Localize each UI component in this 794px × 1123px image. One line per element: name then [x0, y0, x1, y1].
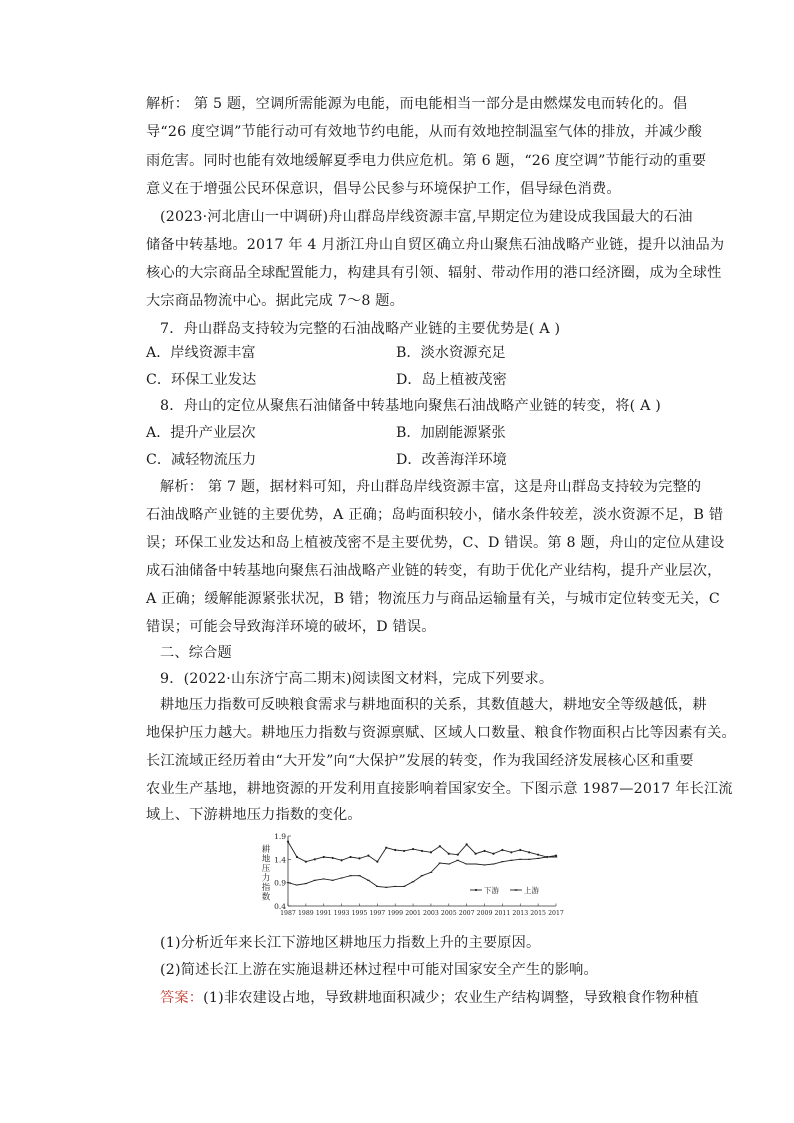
analysis-7-8-line: 解析： 第 7 题，据材料可知，舟山群岛岸线资源丰富，这是舟山群岛支持较为完整的: [160, 479, 702, 495]
x-tick-label: 2001: [405, 910, 421, 917]
data-point: [510, 851, 512, 853]
analysis-5-6-line: 意义在于增强公民环保意识，倡导公民参与环境保护工作，倡导绿色消费。: [146, 181, 621, 197]
question-7-stem: 7．舟山群岛支持较为完整的石油战略产业链的主要优势是( A ): [160, 321, 561, 337]
x-tick-label: 1995: [351, 910, 368, 917]
data-point: [555, 855, 557, 857]
y-tick-label: 0.9: [274, 878, 286, 888]
data-point: [412, 848, 414, 850]
answer-label: 答案：: [160, 990, 204, 1006]
data-point: [492, 853, 494, 855]
answer-line: [160, 988, 699, 1008]
data-point: [385, 847, 387, 849]
q7-option-d: D．岛上植被茂密: [396, 372, 507, 388]
y-axis-label-char: 力: [261, 873, 271, 884]
data-point: [367, 855, 369, 857]
analysis-5-6-line: 导“26 度空调”节能行动可有效地节约电能，从而有效地控制温室气体的排放，并减少酸: [146, 124, 703, 140]
question-9-sub-1: (1)分析近年来长江下游地区耕地压力指数上升的主要原因。: [160, 935, 541, 951]
q7-option-a: A．岸线资源丰富: [146, 345, 256, 361]
data-point: [305, 861, 307, 863]
data-point: [475, 853, 477, 855]
y-tick-label: 1.4: [274, 855, 286, 865]
y-axis-label-char: 地: [261, 854, 271, 865]
x-tick-label: 2007: [458, 910, 475, 917]
x-tick-label: 2015: [530, 910, 547, 917]
data-point: [403, 850, 405, 852]
y-axis-label-char: 耕: [261, 845, 271, 855]
section-heading: 二、综合题: [160, 645, 232, 661]
data-point: [457, 854, 459, 856]
legend-label: 下游: [484, 886, 499, 895]
question-8-stem: 8．舟山的定位从聚焦石油储备中转基地向聚焦石油战略产业链的转变，将( A ): [160, 398, 661, 414]
question-9-material-line: 农业生产基地，耕地资源的开发利用直接影响着国家安全。下图示意 1987—2017 年长江流: [146, 781, 733, 797]
data-point: [501, 849, 503, 851]
data-point: [358, 857, 360, 859]
answer-text: (1)非农建设占地，导致耕地面积减少；农业生产结构调整，导致粮食作物种植: [203, 990, 699, 1006]
data-point: [448, 853, 450, 855]
x-tick-label: 2011: [494, 910, 511, 917]
analysis-5-6-line: 雨危害。同时也能有效地缓解夏季电力供应危机。第 6 题，“26 度空调”节能行动的重要: [146, 153, 707, 169]
q8-option-b: B．加剧能源紧张: [396, 425, 506, 441]
x-tick-label: 2009: [476, 910, 493, 917]
data-point: [349, 856, 351, 858]
q8-option-c: C．减轻物流压力: [146, 452, 257, 468]
q8-option-a: A．提升产业层次: [146, 425, 256, 441]
analysis-7-8-line: 成石油储备中转基地向聚焦石油战略产业链的转变，有助于优化产业结构，提升产业层次，: [146, 563, 722, 579]
data-point: [314, 858, 316, 860]
series-line-upstream: [288, 857, 556, 887]
data-point: [376, 861, 378, 863]
data-point: [341, 859, 343, 861]
data-point: [519, 849, 521, 851]
material-line: 储备中转基地。2017 年 4 月浙江舟山自贸区确立舟山聚焦石油战略产业链，提升以油品为: [146, 237, 725, 253]
question-9-material-line: 域上、下游耕地压力指数的变化。: [146, 807, 362, 823]
data-point: [537, 854, 539, 856]
q7-option-b: B．淡水资源充足: [396, 345, 506, 361]
data-point: [394, 849, 396, 851]
y-axis-label-char: 压: [261, 864, 271, 874]
data-point: [421, 850, 423, 852]
x-tick-label: 1989: [297, 910, 314, 917]
analysis-7-8-line: 误；环保工业发达和岛上植被茂密不是主要优势，C、D 错误。第 8 题，舟山的定位从建设: [146, 535, 725, 551]
material-line: 大宗商品物流中心。据此完成 7～8 题。: [146, 293, 405, 309]
data-point: [439, 845, 441, 847]
question-9-material-line: 耕地压力指数可反映粮食需求与耕地面积的关系，其数值越大，耕地安全等级越低，耕: [160, 697, 707, 713]
y-axis-label-char: 指: [261, 883, 271, 893]
x-tick-label: 2013: [512, 910, 529, 917]
y-tick-label: 0.4: [274, 902, 286, 911]
data-point: [430, 851, 432, 853]
analysis-7-8-line: 错误；可能会导致海洋环境的破坏，D 错误。: [146, 619, 436, 635]
y-axis-label-char: 数: [261, 892, 271, 903]
x-tick-label: 1987: [280, 910, 296, 917]
x-tick-label: 1997: [369, 910, 386, 917]
data-point: [296, 856, 298, 858]
data-point: [287, 841, 289, 843]
question-9-material-line: 长江流域正经历着由“大开发”向“大保护”发展的转变，作为我国经济发展核心区和重要: [146, 753, 694, 769]
question-9-stem: 9．(2022·山东济宁高二期末)阅读图文材料，完成下列要求。: [160, 671, 554, 687]
material-line: 核心的大宗商品全球配置能力，构建具有引领、辐射、带动作用的港口经济圈，成为全球性: [146, 265, 722, 281]
x-tick-label: 1999: [387, 910, 404, 917]
data-point: [528, 851, 530, 853]
q8-option-d: D．改善海洋环境: [396, 452, 507, 468]
question-9-sub-2: (2)简述长江上游在实施退耕还林过程中可能对国家安全产生的影响。: [160, 962, 598, 978]
question-9-material-line: 地保护压力越大。耕地压力指数与资源禀赋、区域人口数量、粮食作物面积占比等因素有关。: [146, 725, 736, 741]
data-point: [483, 850, 485, 852]
cultivated-land-pressure-chart: [254, 830, 564, 922]
data-point: [332, 857, 334, 859]
x-tick-label: 2017: [548, 910, 564, 917]
legend-label: 上游: [524, 886, 539, 895]
x-tick-label: 1991: [315, 910, 332, 917]
analysis-7-8-line: A 正确；缓解能源紧张状况，B 错；物流压力与商品运输量有关，与城市定位转变无关，C: [146, 591, 720, 607]
y-tick-label: 1.9: [274, 832, 286, 841]
legend-marker: [475, 889, 477, 891]
x-tick-label: 2003: [423, 910, 439, 917]
data-point: [466, 843, 468, 845]
analysis-7-8-line: 石油战略产业链的主要优势，A 正确；岛屿面积较小，储水条件较差，淡水资源不足，B 错: [146, 507, 724, 523]
x-tick-label: 1993: [333, 910, 350, 917]
analysis-5-6-line: 解析： 第 5 题，空调所需能源为电能，而电能相当一部分是由燃煤发电而转化的。倡: [146, 96, 688, 112]
material-line: (2023·河北唐山一中调研)舟山群岛岸线资源丰富,早期定位为建设成我国最大的石油: [160, 209, 693, 225]
q7-option-c: C．环保工业发达: [146, 372, 257, 388]
data-point: [323, 856, 325, 858]
x-tick-label: 2005: [440, 910, 457, 917]
